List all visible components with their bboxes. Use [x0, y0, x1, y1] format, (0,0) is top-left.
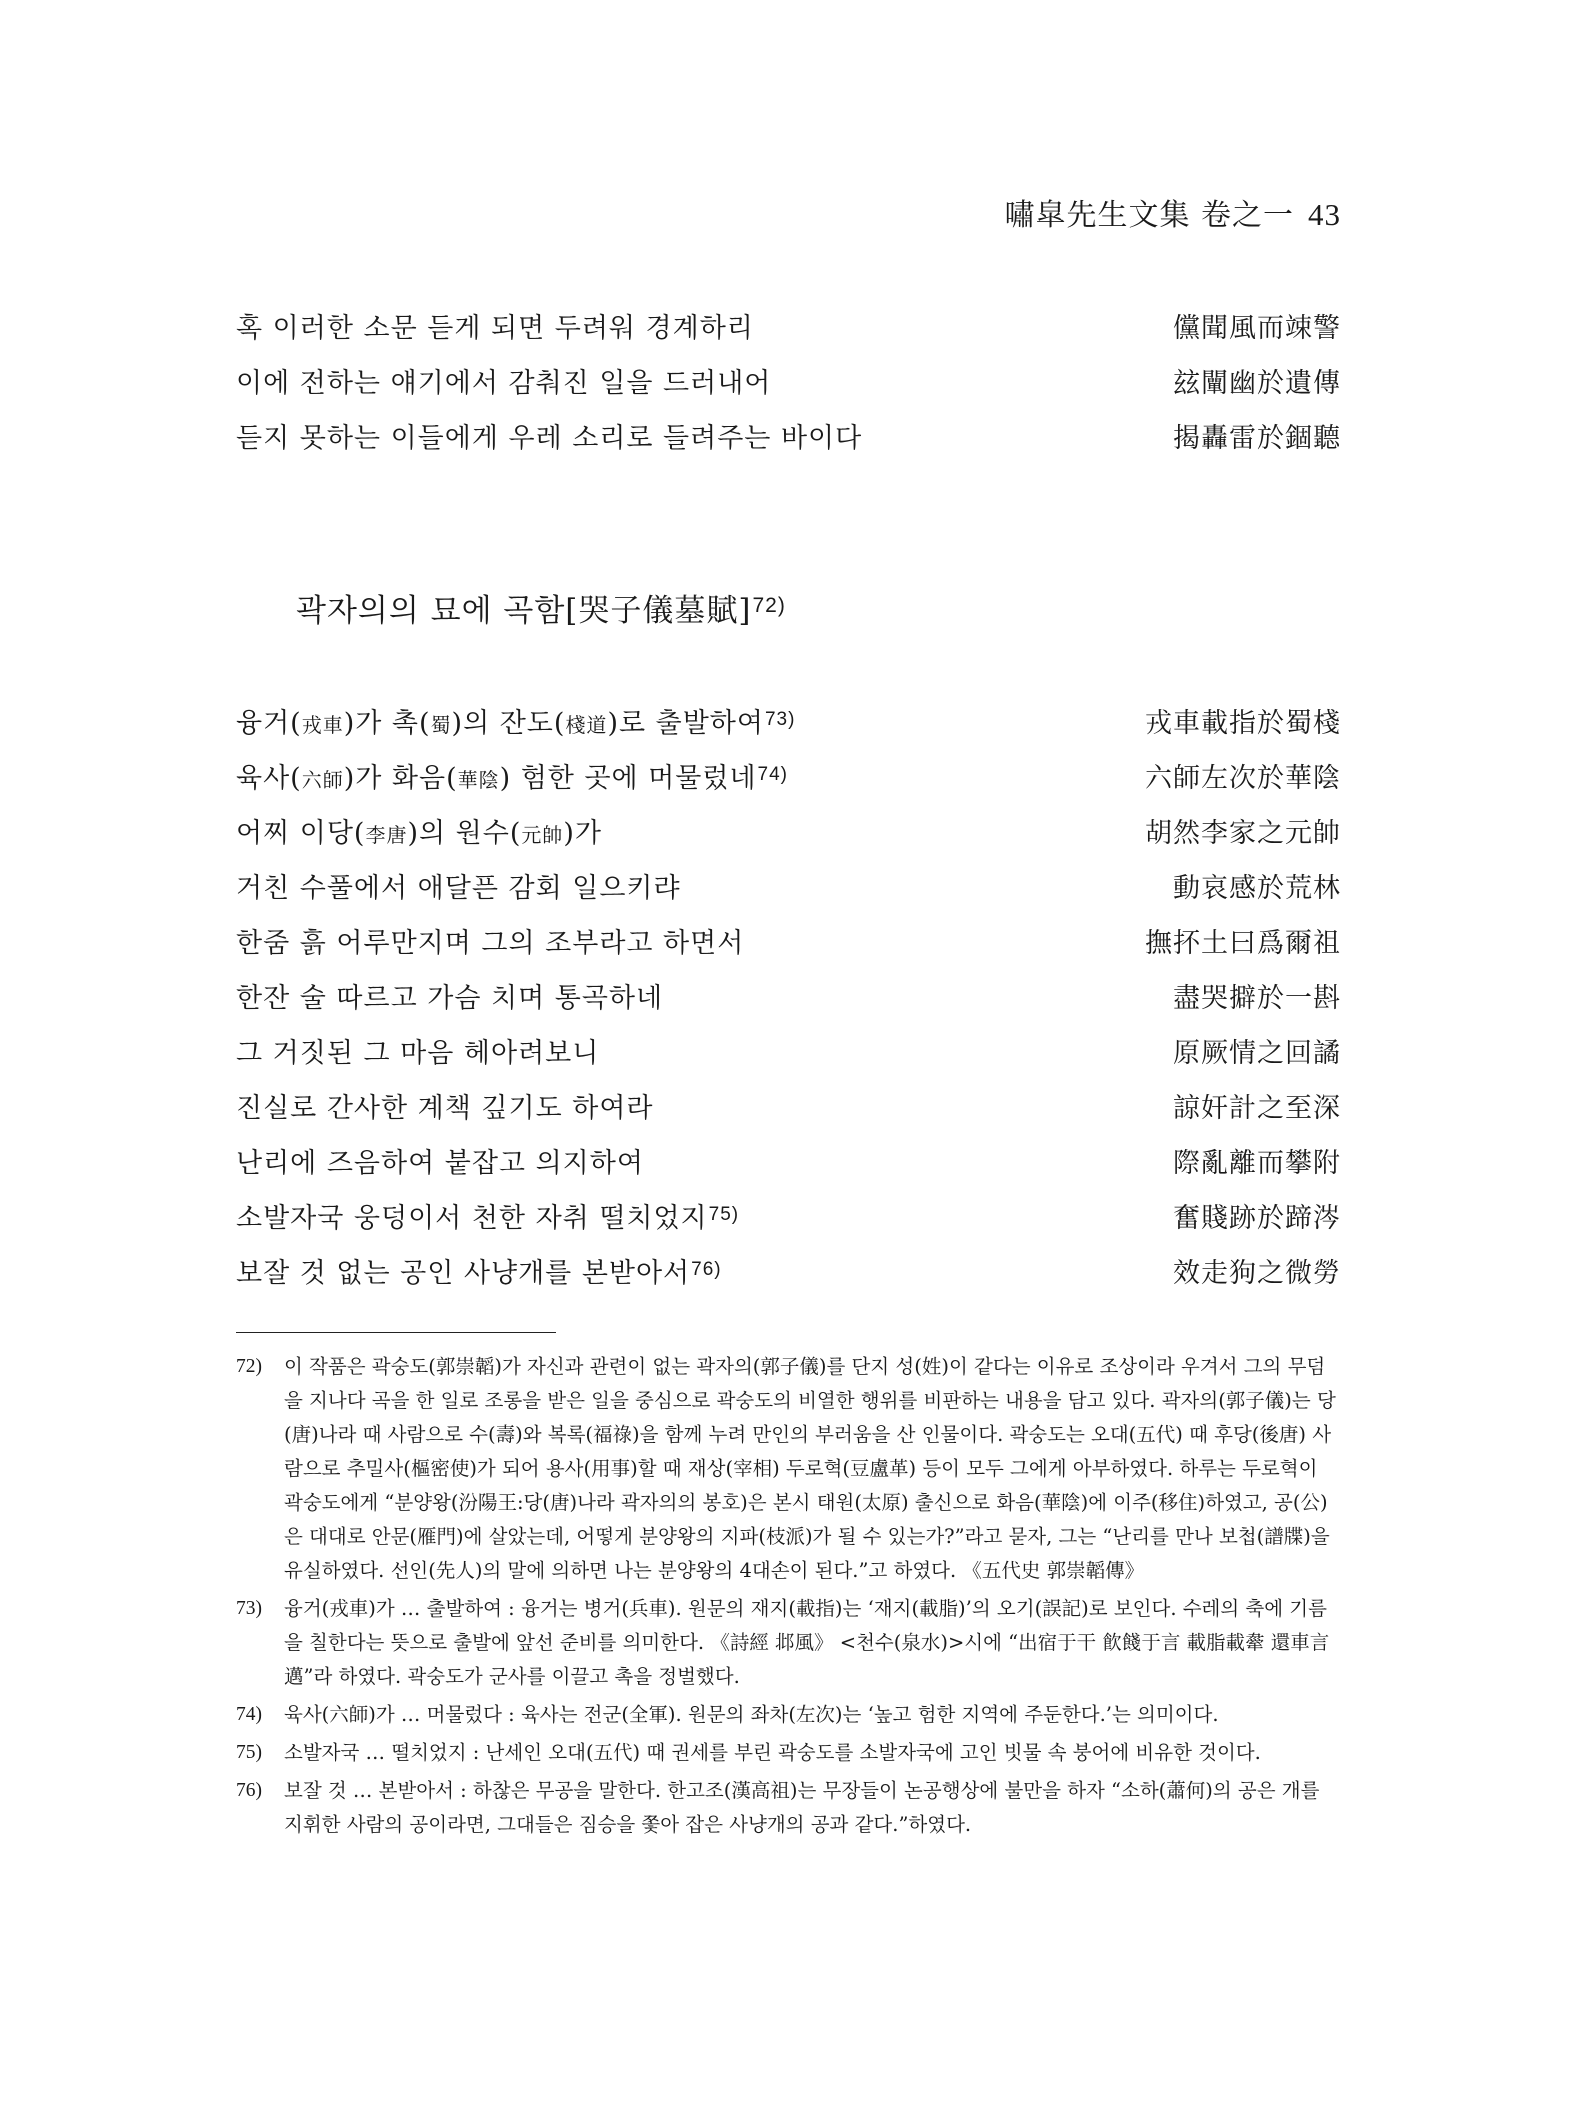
verse-line — [236, 1086, 1341, 1141]
verse-korean — [236, 811, 602, 850]
verse-line — [236, 756, 1341, 811]
verse-line — [236, 811, 1341, 866]
verse-gloss: 棧道 — [565, 713, 608, 737]
verse-hanja: 玆闡幽於遺傳 — [1173, 368, 1341, 399]
verse-korean: 혹 이러한 소문 듣게 되면 두려워 경계하리 — [236, 313, 754, 344]
verse-line — [236, 361, 1341, 416]
footnote-ref: 72) — [752, 594, 786, 617]
footnote-text: 보잘 것 … 본받아서 : 하찮은 무공을 말한다. 한고조(漢高祖)는 무장들이 논공행상에 불만을 하자 “소하(蕭何)의 공은 개를 지휘한 사람의 공이라면, 그대들은 짐승을 쫓아 잡은 사냥개의 공과 같다.”하였다. — [284, 1779, 1320, 1836]
footnote — [236, 1736, 1341, 1770]
poem-verse-block — [236, 701, 1341, 1306]
verse-korean — [236, 1251, 722, 1290]
verse-hanja: 撫抔土曰爲爾祖 — [1145, 928, 1341, 959]
verse-line — [236, 416, 1341, 471]
verse-korean: 듣지 못하는 이들에게 우레 소리로 들려주는 바이다 — [236, 423, 863, 454]
verse-line — [236, 921, 1341, 976]
footnote — [236, 1698, 1341, 1732]
verse-text: )로 출발하여 — [607, 708, 764, 739]
verse-text: )가 화음( — [343, 763, 458, 794]
footnotes — [236, 1350, 1341, 1846]
verse-text: 소발자국 웅덩이서 천한 자취 떨치었지 — [236, 1203, 708, 1234]
verse-hanja: 效走狗之微勞 — [1173, 1258, 1341, 1289]
verse-korean: 그 거짓된 그 마음 헤아려보니 — [236, 1038, 600, 1069]
verse-line — [236, 976, 1341, 1031]
footnote-number: 73) — [236, 1598, 262, 1619]
verse-text: 융거( — [236, 708, 302, 739]
footnote-number: 72) — [236, 1356, 262, 1377]
book-title: 嘯皐先生文集 卷之一 — [1004, 198, 1294, 233]
verse-line — [236, 1031, 1341, 1086]
verse-hanja: 揭轟雷於錮聽 — [1173, 423, 1341, 454]
verse-text: 어찌 이당( — [236, 818, 366, 849]
top-verse-block — [236, 306, 1341, 471]
verse-hanja: 六師左次於華陰 — [1145, 763, 1341, 794]
verse-korean: 한줌 흙 어루만지며 그의 조부라고 하면서 — [236, 928, 745, 959]
footnote-number: 75) — [236, 1742, 262, 1763]
verse-korean: 한잔 술 따르고 가슴 치며 통곡하네 — [236, 983, 664, 1014]
verse-korean: 진실로 간사한 계책 깊기도 하여라 — [236, 1093, 654, 1124]
verse-hanja: 諒奸計之至深 — [1173, 1093, 1341, 1124]
footnote-divider — [236, 1332, 556, 1333]
verse-korean: 난리에 즈음하여 붙잡고 의지하여 — [236, 1148, 644, 1179]
footnote — [236, 1592, 1341, 1694]
running-header — [1004, 190, 1341, 234]
verse-text: )의 원수( — [407, 818, 522, 849]
verse-line — [236, 701, 1341, 756]
verse-line — [236, 306, 1341, 361]
verse-korean: 이에 전하는 얘기에서 감춰진 일을 드러내어 — [236, 368, 772, 399]
footnote-ref: 75) — [708, 1204, 740, 1225]
verse-gloss: 戎車 — [301, 713, 344, 737]
footnote-ref: 74) — [757, 764, 789, 785]
verse-korean — [236, 701, 795, 740]
verse-hanja: 際亂離而攀附 — [1173, 1148, 1341, 1179]
verse-hanja: 戎車載指於蜀棧 — [1145, 708, 1341, 739]
verse-text: )가 촉( — [343, 708, 431, 739]
verse-line — [236, 866, 1341, 921]
verse-text: 보잘 것 없는 공인 사냥개를 본받아서 — [236, 1258, 691, 1289]
verse-text: )가 — [563, 818, 602, 849]
page-number: 43 — [1308, 197, 1341, 232]
verse-hanja: 胡然李家之元帥 — [1145, 818, 1341, 849]
verse-text: 육사( — [236, 763, 302, 794]
verse-gloss: 蜀 — [430, 713, 452, 737]
footnote-ref: 76) — [691, 1259, 722, 1280]
footnote-ref: 73) — [764, 709, 796, 730]
verse-line — [236, 1251, 1341, 1306]
verse-hanja: 動哀感於荒林 — [1173, 873, 1341, 904]
verse-line — [236, 1196, 1341, 1251]
footnote-number: 76) — [236, 1780, 262, 1801]
verse-text: )의 잔도( — [451, 708, 566, 739]
verse-gloss: 李唐 — [365, 823, 408, 847]
verse-korean — [236, 1196, 739, 1235]
verse-gloss: 華陰 — [457, 768, 500, 792]
footnote-text: 소발자국 … 떨치었지 : 난세인 오대(五代) 때 권세를 부린 곽숭도를 소발자국에 고인 빗물 속 붕어에 비유한 것이다. — [284, 1741, 1261, 1764]
verse-hanja: 原厥情之回譎 — [1173, 1038, 1341, 1069]
verse-line — [236, 1141, 1341, 1196]
verse-korean: 거친 수풀에서 애달픈 감회 일으키랴 — [236, 873, 681, 904]
section-title-text: 곽자의의 묘에 곡함[哭子儀墓賦] — [296, 593, 752, 629]
verse-hanja: 儻聞風而竦警 — [1173, 313, 1341, 344]
section-title — [296, 585, 786, 630]
footnote-text: 융거(戎車)가 … 출발하여 : 융거는 병거(兵車). 원문의 재지(載指)는 ‘재지(載脂)’의 오기(誤記)로 보인다. 수레의 축에 기름을 칠한다는 뜻으로 출발에 앞선 준비를 의미한다. 《詩經 邶風》 <천수(泉水)>시에 “出宿于干 飮餞于言 載脂載舝 還車言邁”라 하였다. 곽숭도가 군사를 이끌고 촉을 정벌했다. — [284, 1597, 1330, 1688]
verse-hanja: 奮賤跡於蹄涔 — [1173, 1203, 1341, 1234]
footnote-text: 육사(六師)가 … 머물렀다 : 육사는 전군(全軍). 원문의 좌차(左次)는 ‘높고 험한 지역에 주둔한다.’는 의미이다. — [284, 1703, 1219, 1726]
verse-hanja: 盡哭擗於一斟 — [1173, 983, 1341, 1014]
verse-korean — [236, 756, 788, 795]
footnote-number: 74) — [236, 1704, 262, 1725]
footnote-text: 이 작품은 곽숭도(郭崇韜)가 자신과 관련이 없는 곽자의(郭子儀)를 단지 성(姓)이 같다는 이유로 조상이라 우겨서 그의 무덤을 지나다 곡을 한 일로 조롱을 받은 일을 중심으로 곽숭도의 비열한 행위를 비판하는 내용을 담고 있다. 곽자의(郭子儀)는 당(唐)나라 때 사람으로 수(壽)와 복록(福祿)을 함께 누려 만인의 부러움을 산 인물이다. 곽숭도는 오대(五代) 때 후당(後唐) 사람으로 추밀사(樞密使)가 되어 용사(用事)할 때 재상(宰相) 두로혁(豆盧革) 등이 모두 그에게 아부하였다. 하루는 두로혁이 곽숭도에게 “분양왕(汾陽王:당(唐)나라 곽자의의 봉호)은 본시 태원(太原) 출신으로 화음(華陰)에 이주(移住)하였고, 공(公)은 대대로 안문(雁門)에 살았는데, 어떻게 분양왕의 지파(枝派)가 될 수 있는가?”라고 묻자, 그는 “난리를 만나 보첩(譜牒)을 유실하였다. 선인(先人)의 말에 의하면 나는 분양왕의 4대손이 된다.”고 하였다. 《五代史 郭崇韜傳》 — [284, 1355, 1336, 1582]
verse-text: ) 험한 곳에 머물렀네 — [499, 763, 757, 794]
footnote — [236, 1350, 1341, 1588]
footnote — [236, 1774, 1341, 1842]
verse-gloss: 六師 — [301, 768, 344, 792]
verse-gloss: 元帥 — [521, 823, 564, 847]
